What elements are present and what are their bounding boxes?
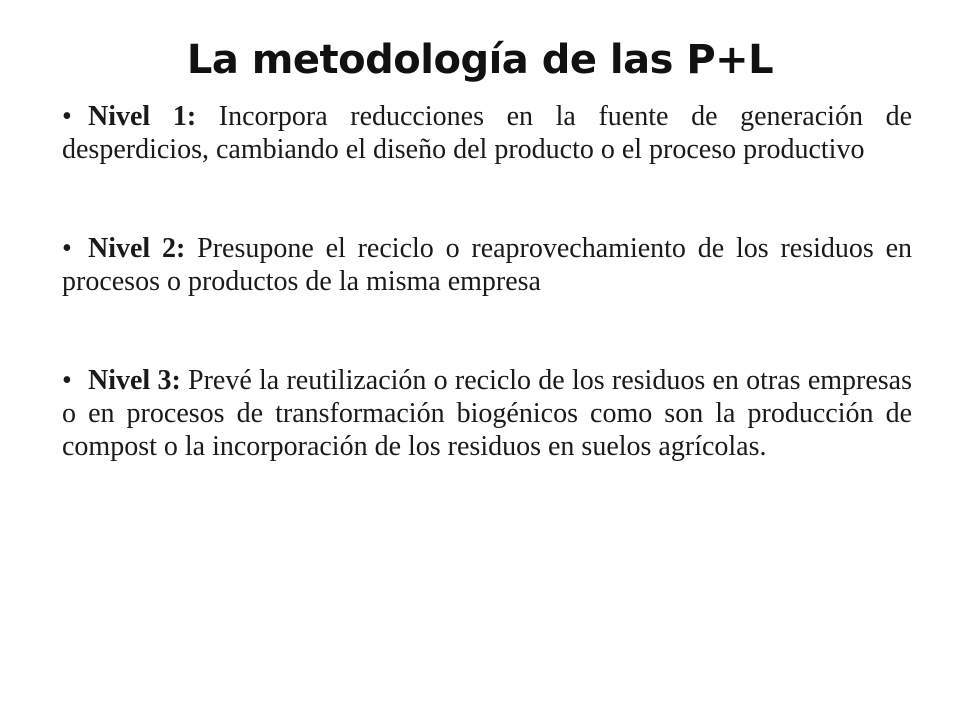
bullet-text: Presupone el reciclo o reaprovechamiento de los residuos en procesos o productos de la misma empresa [62,233,913,297]
bullet-item-nivel-3 [62,364,912,463]
slide-title: La metodología de las P+L [186,37,774,83]
bullet-level-label: Nivel 1: [88,101,197,132]
bullet-item-nivel-2 [62,232,912,298]
bullet-level-label: Nivel 3: [88,365,181,396]
bullet-icon: • [62,365,72,396]
bullet-icon: • [62,101,72,132]
bullet-level-label: Nivel 2: [88,233,186,264]
slide-body [62,100,912,463]
bullet-text: Incorpora reducciones en la fuente de generación de desperdicios, cambiando el diseño del producto o el proceso productivo [62,101,913,165]
bullet-text: Prevé la reutilización o reciclo de los residuos en otras empresas o en procesos de transformación biogénicos como son la producción de compost o la incorporación de los residuos en suelos agrícolas. [62,365,912,462]
bullet-item-nivel-1 [62,100,912,166]
bullet-icon: • [62,233,72,264]
